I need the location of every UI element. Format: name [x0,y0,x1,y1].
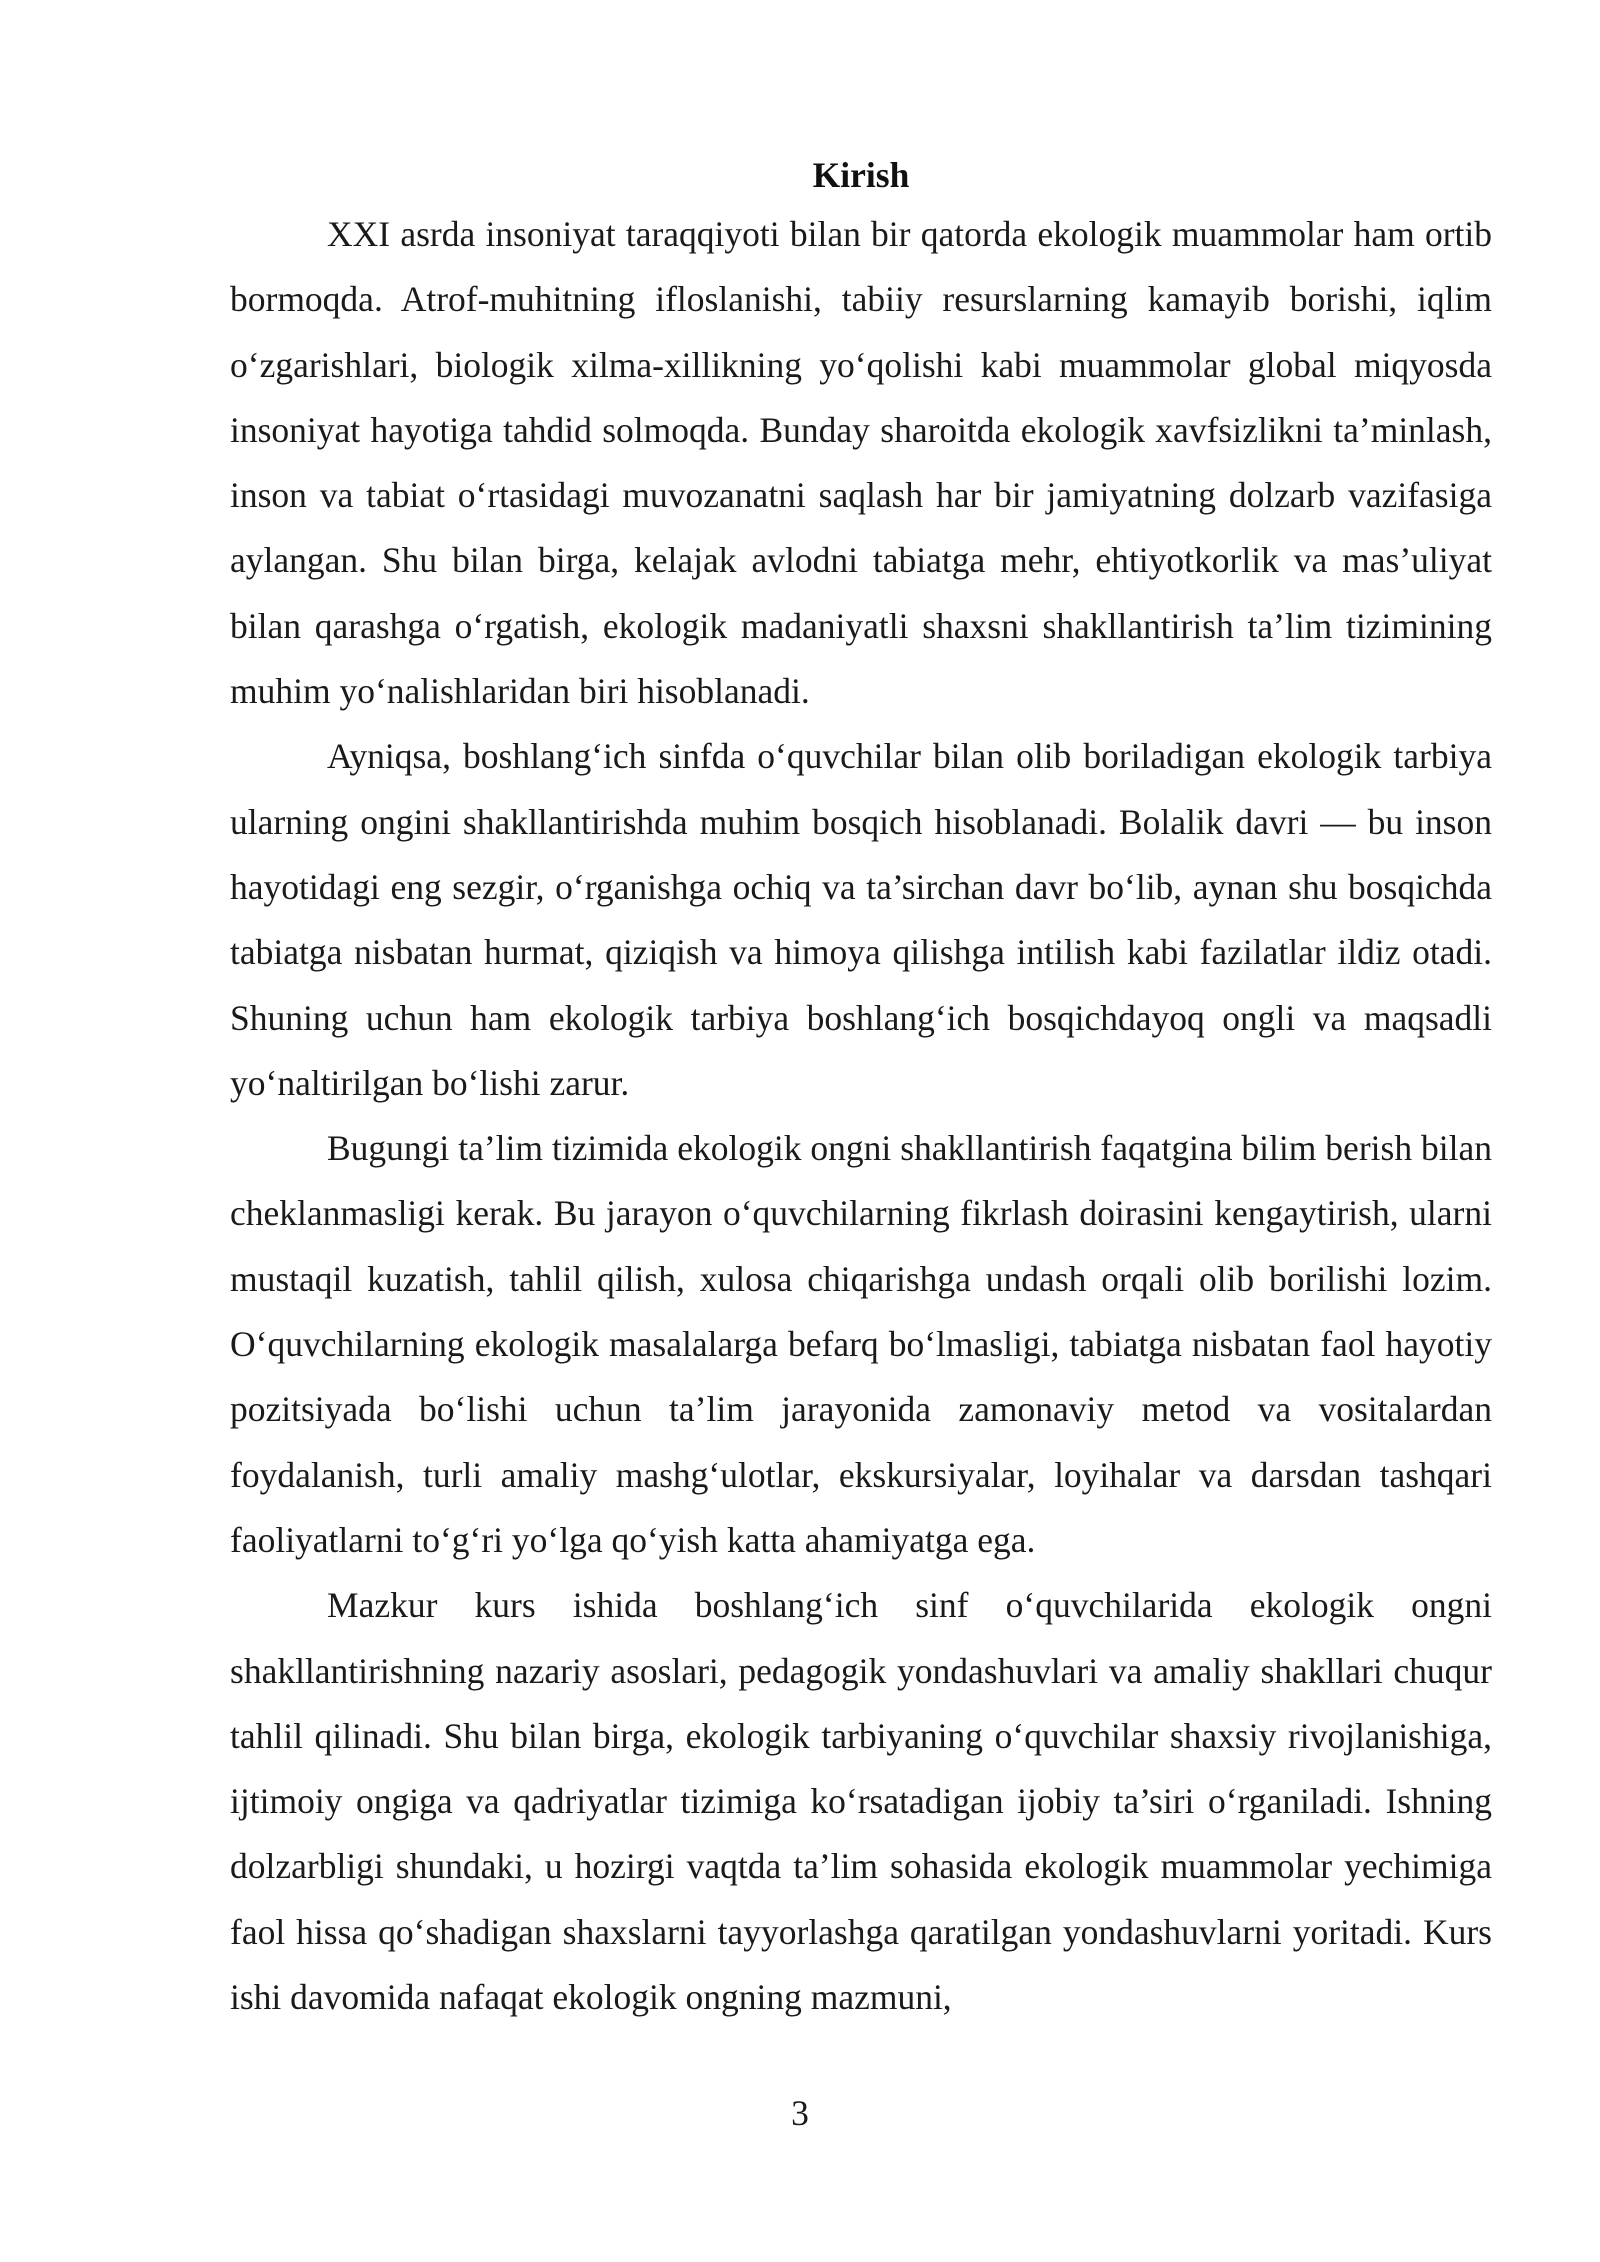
paragraph-2: Ayniqsa, boshlang‘ich sinfda o‘quvchilar bilan olib boriladigan ekologik tarbiya ularning ongini shakllantirishda muhim bosqich hisoblanadi. Bolalik davri — bu inson hayotidagi eng sezgir, o‘rganishga ochiq va ta’sirchan davr bo‘lib, aynan shu bosqichda tabiatga nisbatan hurmat, qiziqish va himoya qilishga intilish kabi fazilatlar ildiz otadi. Shuning uchun ham ekologik tarbiya boshlang‘ich bosqichdayoq ongli va maqsadli yo‘naltirilgan bo‘lishi zarur. [230,736,1492,1103]
paragraph-3: Bugungi ta’lim tizimida ekologik ongni shakllantirish faqatgina bilim berish bilan cheklanmasligi kerak. Bu jarayon o‘quvchilarning fikrlash doirasini kengaytirish, ularni mustaqil kuzatish, tahlil qilish, xulosa chiqarishga undash orqali olib borilishi lozim. O‘quvchilarning ekologik masalalarga befarq bo‘lmasligi, tabiatga nisbatan faol hayotiy pozitsiyada bo‘lishi uchun ta’lim jarayonida zamonaviy metod va vositalardan foydalanish, turli amaliy mashg‘ulotlar, ekskursiyalar, loyihalar va darsdan tashqari faoliyatlarni to‘g‘ri yo‘lga qo‘yish katta ahamiyatga ega. [230,1128,1492,1560]
page-number: 3 [791,2093,809,2133]
page-content [230,148,1492,2030]
paragraph-1: XXI asrda insoniyat taraqqiyoti bilan bir qatorda ekologik muammolar ham ortib bormoqda. Atrof-muhitning ifloslanishi, tabiiy resurslarning kamayib borishi, iqlim o‘zgarishlari, biologik xilma-xillikning yo‘qolishi kabi muammolar global miqyosda insoniyat hayotiga tahdid solmoqda. Bunday sharoitda ekologik xavfsizlikni ta’minlash, inson va tabiat o‘rtasidagi muvozanatni saqlash har bir jamiyatning dolzarb vazifasiga aylangan. Shu bilan birga, kelajak avlodni tabiatga mehr, ehtiyotkorlik va mas’uliyat bilan qarashga o‘rgatish, ekologik madaniyatli shaxsni shakllantirish ta’lim tizimining muhim yo‘nalishlaridan biri hisoblanadi. [230,214,1492,712]
section-title: Kirish [812,155,910,195]
paragraph-4: Mazkur kurs ishida boshlang‘ich sinf o‘quvchilarida ekologik ongni shakllantirishning nazariy asoslari, pedagogik yondashuvlari va amaliy shakllari chuqur tahlil qilinadi. Shu bilan birga, ekologik tarbiyaning o‘quvchilar shaxsiy rivojlanishiga, ijtimoiy ongiga va qadriyatlar tizimiga ko‘rsatadigan ijobiy ta’siri o‘rganiladi. Ishning dolzarbligi shundaki, u hozirgi vaqtda ta’lim sohasida ekologik muammolar yechimiga faol hissa qo‘shadigan shaxslarni tayyorlashga qaratilgan yondashuvlarni yoritadi. Kurs ishi davomida nafaqat ekologik ongning mazmuni, [230,1585,1492,2018]
